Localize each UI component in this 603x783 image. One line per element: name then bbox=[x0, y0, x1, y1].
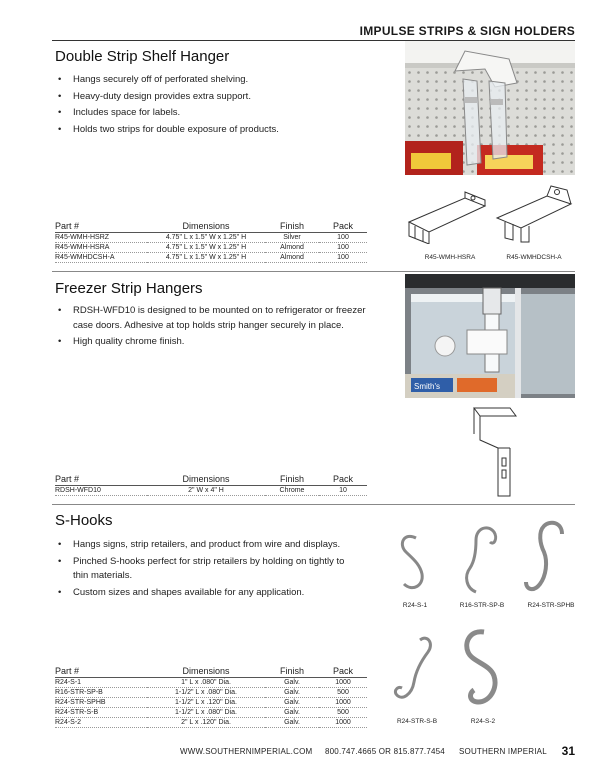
cell-pack: 100 bbox=[319, 253, 367, 263]
cell-finish: Galv. bbox=[265, 688, 319, 698]
freezer-strip-hangers-table bbox=[55, 474, 367, 496]
cell-part: R45-WMH-HSRA bbox=[55, 243, 147, 253]
double-strip-hanger-title: Double Strip Shelf Hanger bbox=[55, 48, 230, 65]
hanger-drawing-wmhdcsh bbox=[491, 182, 579, 244]
s-hooks-title: S-Hooks bbox=[55, 512, 113, 529]
footer-company: SOUTHERN IMPERIAL bbox=[459, 747, 547, 756]
caption-r24-s-2: R24-S-2 bbox=[470, 718, 496, 725]
cell-pack: 500 bbox=[319, 708, 367, 718]
table-header-row bbox=[55, 221, 367, 233]
feature-item: • Includes space for labels. bbox=[55, 106, 380, 121]
feature-item: • Custom sizes and shapes available for any application. bbox=[55, 586, 355, 601]
s-hook-r24-str-sphb bbox=[522, 518, 578, 598]
table-header-row bbox=[55, 666, 367, 678]
col-dimensions: Dimensions bbox=[147, 666, 265, 678]
table-row bbox=[55, 698, 367, 708]
double-strip-hanger-table bbox=[55, 221, 367, 263]
cell-part: R24-S-1 bbox=[55, 678, 147, 688]
feature-item: • RDSH-WFD10 is designed to be mounted on to refrigerator or freezer case doors. Adhesive at top holds strip hanger securely in place. bbox=[55, 304, 380, 333]
col-part: Part # bbox=[55, 666, 147, 678]
table-row bbox=[55, 678, 367, 688]
table-row bbox=[55, 708, 367, 718]
s-hook-r24-s-2 bbox=[460, 626, 506, 710]
cell-finish: Galv. bbox=[265, 718, 319, 728]
freezer-hanger-drawing bbox=[470, 404, 522, 500]
freezer-strip-hangers-title: Freezer Strip Hangers bbox=[55, 280, 203, 297]
cell-finish: Galv. bbox=[265, 698, 319, 708]
table-row bbox=[55, 253, 367, 263]
col-part: Part # bbox=[55, 221, 147, 233]
feature-item: • Hangs securely off of perforated shelving. bbox=[55, 73, 380, 88]
s-hook-r24-str-s-b bbox=[392, 630, 440, 710]
footer-phone: 800.747.4665 OR 815.877.7454 bbox=[325, 747, 445, 756]
caption-r24-str-s-b: R24-STR-S-B bbox=[396, 718, 438, 725]
caption-hsra: R45-WMH-HSRA bbox=[424, 254, 476, 261]
feature-item: • Holds two strips for double exposure of products. bbox=[55, 123, 380, 138]
shelf-hanger-photo bbox=[405, 41, 575, 175]
table-header-row bbox=[55, 474, 367, 486]
cell-dimensions: 1-1/2" L x .080" Dia. bbox=[147, 688, 265, 698]
col-pack: Pack bbox=[319, 666, 367, 678]
catalog-section-title: IMPULSE STRIPS & SIGN HOLDERS bbox=[359, 24, 575, 38]
freezer-strip-hangers-features bbox=[55, 304, 380, 352]
cell-pack: 1000 bbox=[319, 678, 367, 688]
cell-finish: Galv. bbox=[265, 678, 319, 688]
s-hooks-features bbox=[55, 538, 355, 603]
col-part: Part # bbox=[55, 474, 147, 486]
feature-item: • Heavy-duty design provides extra support. bbox=[55, 90, 380, 105]
cell-part: R16-STR-SP-B bbox=[55, 688, 147, 698]
cell-dimensions: 1" L x .080" Dia. bbox=[147, 678, 265, 688]
cell-dimensions: 2" W x 4" H bbox=[147, 486, 265, 496]
feature-item: • Pinched S-hooks perfect for strip retailers by holding on tightly to thin materials. bbox=[55, 555, 355, 584]
cell-finish: Chrome bbox=[265, 486, 319, 496]
cell-pack: 1000 bbox=[319, 718, 367, 728]
caption-r24-s-1: R24-S-1 bbox=[402, 602, 428, 609]
cell-dimensions: 1-1/2" L x .080" Dia. bbox=[147, 708, 265, 718]
hanger-drawing-hsra bbox=[403, 182, 491, 244]
col-finish: Finish bbox=[265, 666, 319, 678]
cell-finish: Almond bbox=[265, 243, 319, 253]
col-dimensions: Dimensions bbox=[147, 221, 265, 233]
cell-dimensions: 4.75" L x 1.5" W x 1.25" H bbox=[147, 253, 265, 263]
feature-item: • High quality chrome finish. bbox=[55, 335, 380, 350]
table-row bbox=[55, 233, 367, 243]
cell-part: R45-WMH-HSRZ bbox=[55, 233, 147, 243]
cell-finish: Almond bbox=[265, 253, 319, 263]
s-hooks-table bbox=[55, 666, 367, 728]
table-row bbox=[55, 718, 367, 728]
cell-pack: 1000 bbox=[319, 698, 367, 708]
photo-product-label: Smith's bbox=[414, 382, 440, 391]
cell-finish: Silver bbox=[265, 233, 319, 243]
section-divider bbox=[52, 504, 575, 505]
cell-part: R24-S-2 bbox=[55, 718, 147, 728]
s-hook-r24-s-1 bbox=[394, 530, 434, 596]
cell-finish: Galv. bbox=[265, 708, 319, 718]
double-strip-hanger-features bbox=[55, 73, 380, 140]
table-row bbox=[55, 486, 367, 496]
feature-item: • Hangs signs, strip retailers, and product from wire and displays. bbox=[55, 538, 355, 553]
cell-part: R24-STR-S-B bbox=[55, 708, 147, 718]
s-hook-r16-str-sp-b bbox=[456, 522, 506, 598]
col-pack: Pack bbox=[319, 221, 367, 233]
caption-wmhdcsh: R45-WMHDCSH-A bbox=[506, 254, 562, 261]
cell-part: R45-WMHDCSH-A bbox=[55, 253, 147, 263]
col-finish: Finish bbox=[265, 474, 319, 486]
col-finish: Finish bbox=[265, 221, 319, 233]
cell-part: RDSH-WFD10 bbox=[55, 486, 147, 496]
table-row bbox=[55, 243, 367, 253]
cell-dimensions: 2" L x .120" Dia. bbox=[147, 718, 265, 728]
col-pack: Pack bbox=[319, 474, 367, 486]
table-row bbox=[55, 688, 367, 698]
caption-r24-str-sphb: R24-STR-SPHB bbox=[527, 602, 575, 609]
section-divider bbox=[52, 271, 575, 272]
cell-dimensions: 4.75" L x 1.5" W x 1.25" H bbox=[147, 243, 265, 253]
col-dimensions: Dimensions bbox=[147, 474, 265, 486]
freezer-door-photo bbox=[405, 274, 575, 398]
cell-pack: 500 bbox=[319, 688, 367, 698]
footer-website: WWW.SOUTHERNIMPERIAL.COM bbox=[180, 747, 313, 756]
cell-pack: 100 bbox=[319, 233, 367, 243]
cell-dimensions: 4.75" L x 1.5" W x 1.25" H bbox=[147, 233, 265, 243]
caption-r16-str-sp-b: R16-STR-SP-B bbox=[459, 602, 505, 609]
cell-pack: 100 bbox=[319, 243, 367, 253]
page-number: 31 bbox=[561, 744, 575, 758]
cell-part: R24-STR-SPHB bbox=[55, 698, 147, 708]
cell-dimensions: 1-1/2" L x .120" Dia. bbox=[147, 698, 265, 708]
cell-pack: 10 bbox=[319, 486, 367, 496]
